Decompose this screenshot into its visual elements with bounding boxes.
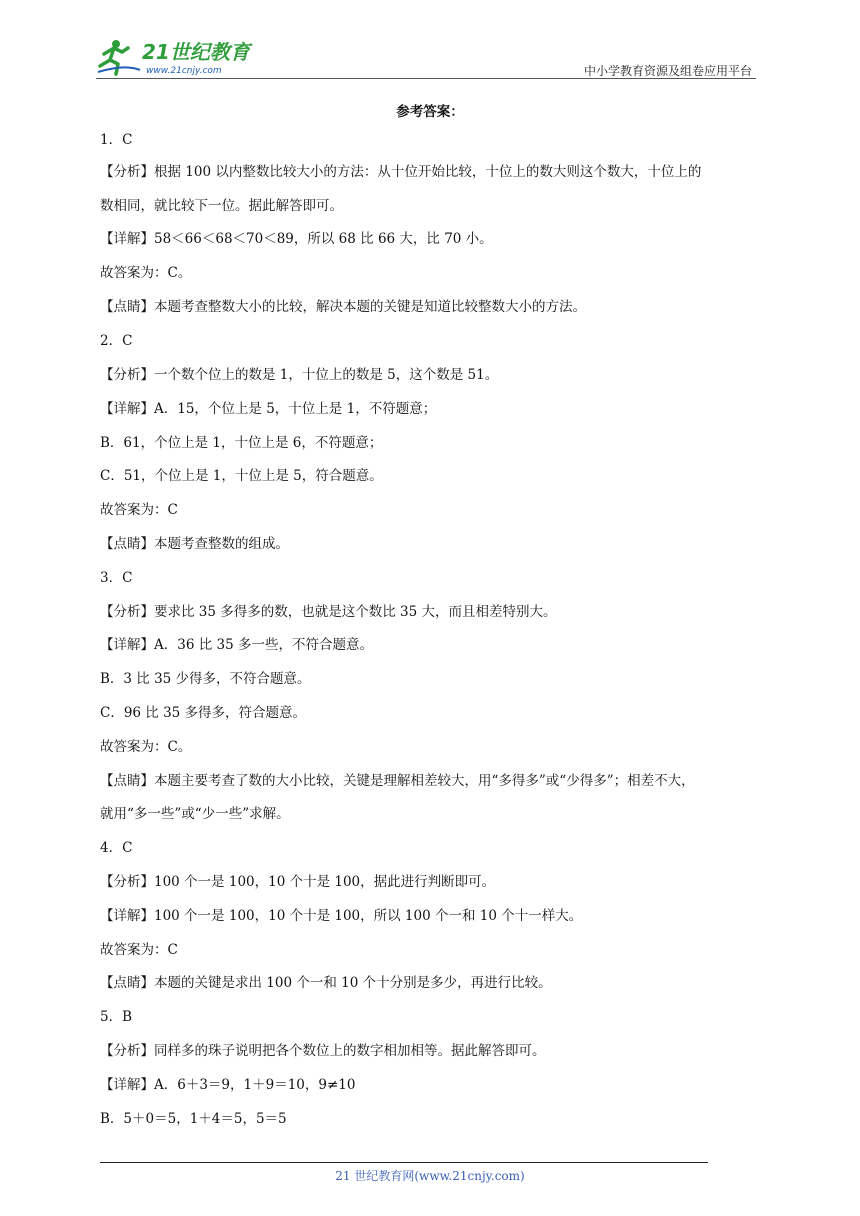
page-title: 参考答案：: [396, 104, 464, 120]
text-line: 数相同，就比较下一位。据此解答即可。: [100, 198, 343, 214]
text-line: 【点睛】本题的关键是求出 100 个一和 10 个十分别是多少，再进行比较。: [100, 975, 552, 991]
logo-main-text: 21世纪教育: [142, 40, 250, 64]
text-line: 5．B: [100, 1009, 133, 1025]
footer-divider: [100, 1162, 708, 1163]
header-divider: [96, 78, 756, 79]
text-line: B．61，个位上是 1，十位上是 6，不符题意；: [100, 435, 383, 451]
text-line: B．5＋0＝5，1＋4＝5，5＝5: [100, 1111, 287, 1127]
logo-url-text: www.21cnjy.com: [146, 66, 222, 76]
text-line: 【点睛】本题考查整数大小的比较，解决本题的关键是知道比较整数大小的方法。: [100, 299, 586, 315]
text-line: 【分析】要求比 35 多得多的数，也就是这个数比 35 大，而且相差特别大。: [100, 604, 557, 620]
text-line: 4．C: [100, 840, 133, 856]
text-line: 【详解】100 个一是 100，10 个十是 100，所以 100 个一和 10 个十一样大。: [100, 908, 583, 924]
logo-21cnjy: [96, 36, 266, 78]
text-line: 故答案为：C: [100, 502, 178, 518]
text-line: 故答案为：C。: [100, 739, 192, 755]
text-line: 1．C: [100, 132, 133, 148]
text-line: 2．C: [100, 333, 133, 349]
text-line: C．96 比 35 多得多，符合题意。: [100, 705, 307, 721]
footer-text: 21 世纪教育网(www.21cnjy.com): [335, 1169, 525, 1183]
runner-icon: [98, 40, 140, 74]
page-header: [96, 30, 756, 78]
text-line: 【点睛】本题考查整数的组成。: [100, 536, 289, 552]
text-line: 【分析】一个数个位上的数是 1，十位上的数是 5，这个数是 51。: [100, 367, 499, 383]
text-line: 【详解】A．6＋3＝9，1＋9＝10，9≠10: [100, 1077, 356, 1093]
text-line: C．51，个位上是 1，十位上是 5，符合题意。: [100, 468, 383, 484]
text-line: 【详解】58＜66＜68＜70＜89，所以 68 比 66 大，比 70 小。: [100, 231, 493, 247]
text-line: 【详解】A．36 比 35 多一些，不符合题意。: [100, 637, 373, 653]
text-line: 就用“多一些”或“少一些”求解。: [100, 806, 290, 822]
text-line: 故答案为：C: [100, 942, 178, 958]
text-line: 3．C: [100, 570, 133, 586]
text-line: 【详解】A．15，个位上是 5，十位上是 1，不符题意；: [100, 401, 437, 417]
text-line: 【分析】100 个一是 100，10 个十是 100，据此进行判断即可。: [100, 874, 496, 890]
text-line: 故答案为：C。: [100, 265, 192, 281]
text-line: B．3 比 35 少得多，不符合题意。: [100, 671, 311, 687]
text-line: 【分析】根据 100 以内整数比较大小的方法：从十位开始比较，十位上的数大则这个数大，十位上的: [100, 164, 702, 180]
text-line: 【分析】同样多的珠子说明把各个数位上的数字相加相等。据此解答即可。: [100, 1043, 546, 1059]
header-platform-text: 中小学教育资源及组卷应用平台: [583, 64, 752, 78]
text-line: 【点睛】本题主要考查了数的大小比较，关键是理解相差较大，用“多得多”或“少得多”；相差不大，: [100, 773, 695, 789]
